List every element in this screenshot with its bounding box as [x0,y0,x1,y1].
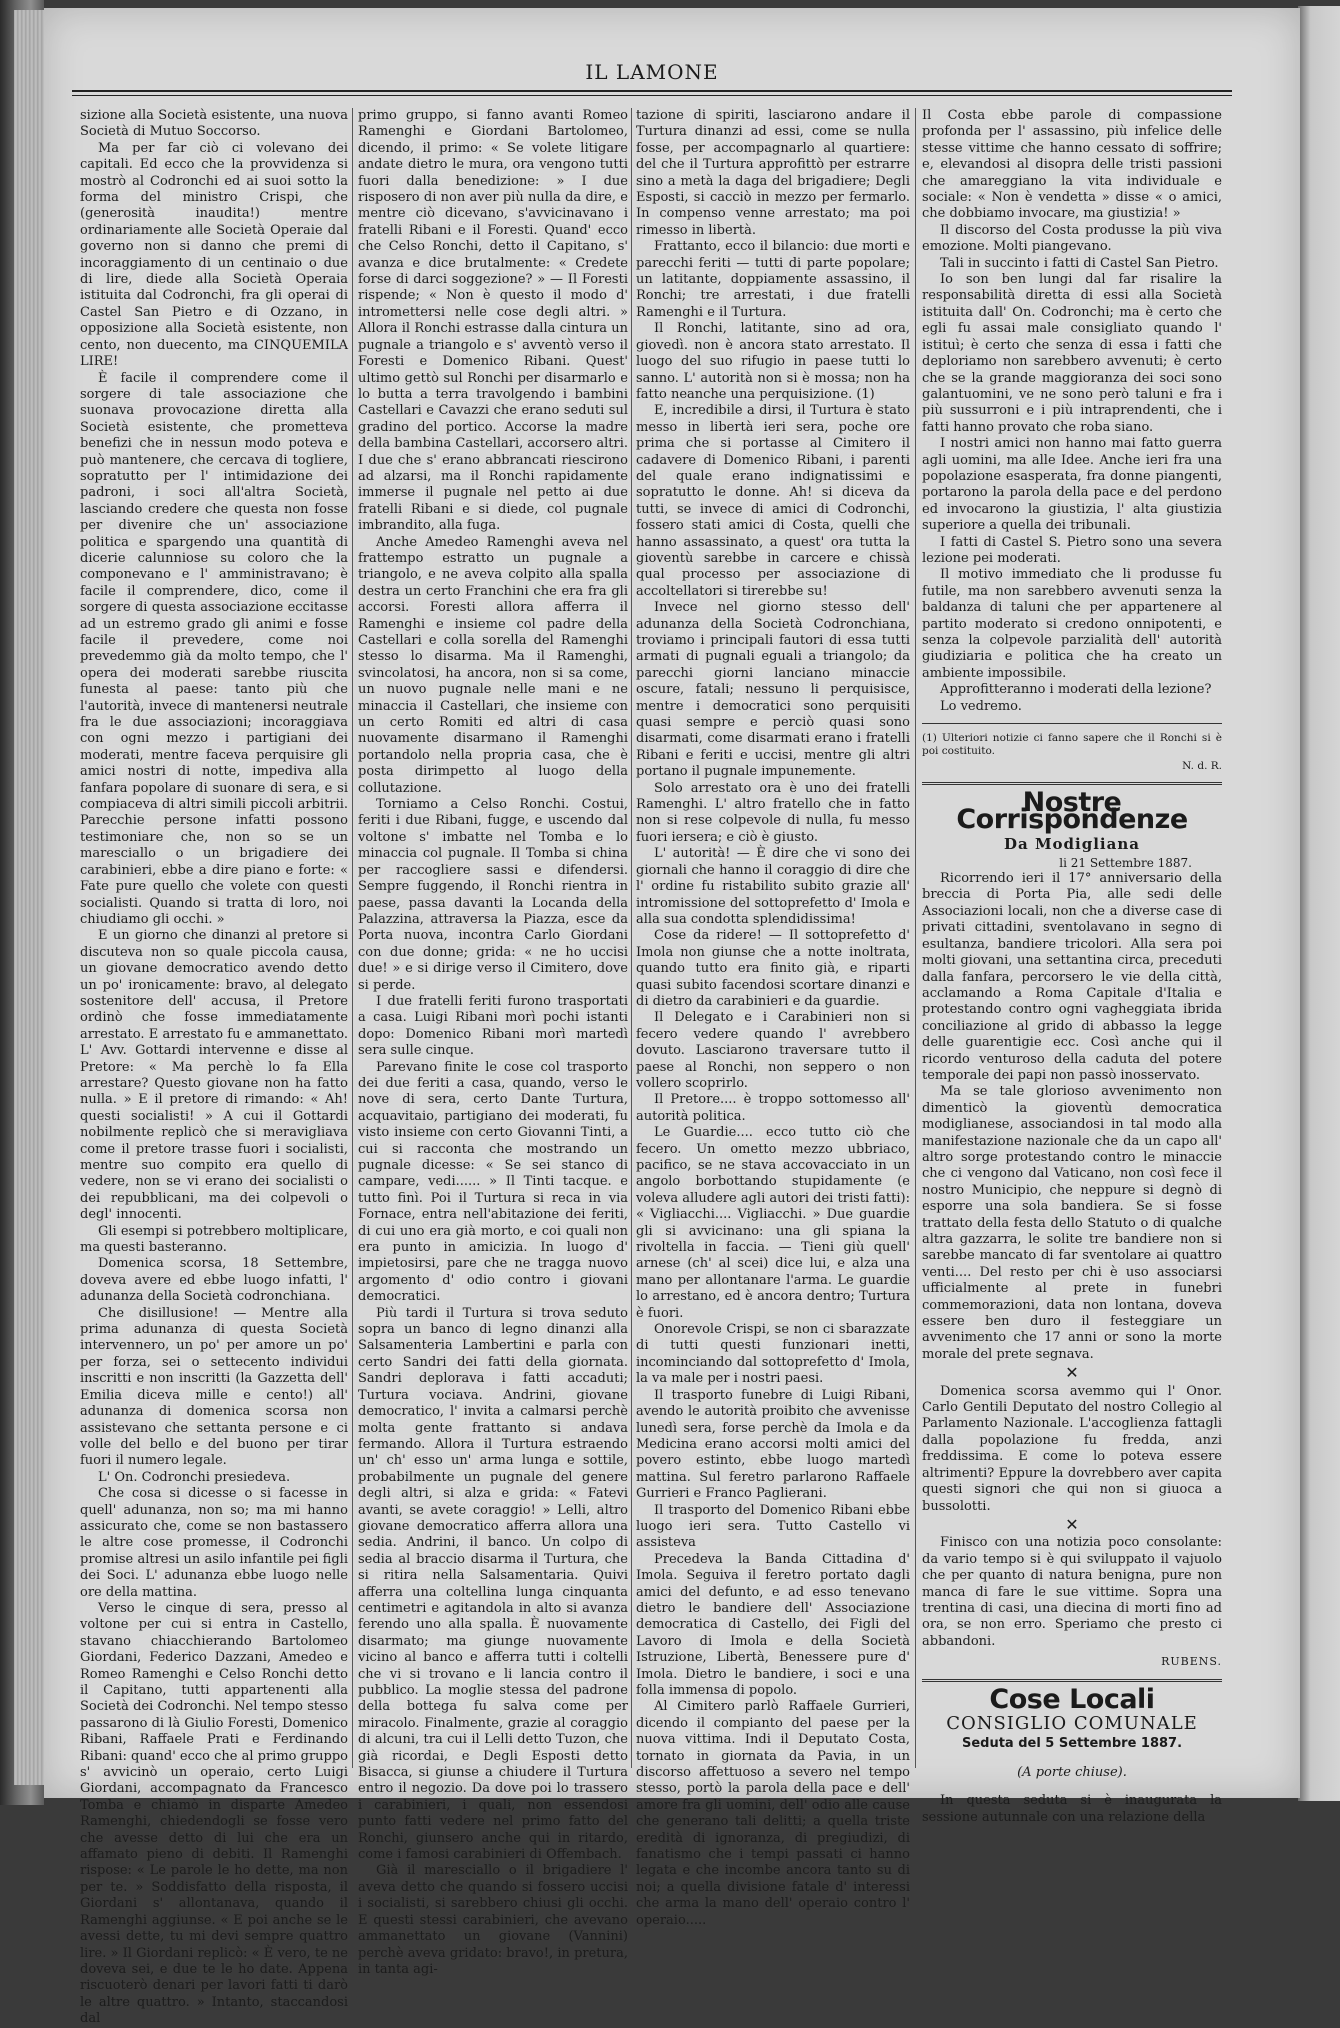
paragraph: Il motivo immediato che li produsse fu futile, ma non sarebbero avvenuti senza la baldanza di taluni che per appartenere al partito moderato si credono onnipotenti, e senza la colpevole parzialità dell' autorità giudiziaria e politica che ha creato un ambiente impossibile. [922,567,1222,681]
paragraph: Anche Amedeo Ramenghi aveva nel frattempo estratto un pugnale a triangolo, e ne aveva colpito alla spalla destra un certo Franchini che era fra gli accorsi. Foresti allora afferra il Ramenghi e insieme col padre della Castellari e colla sorella del Ramenghi stesso lo disarma. Ma il Ramenghi, svincolatosi, ha ancora, non si sa come, un nuovo pugnale nelle mani e ne minaccia il Castellari, che insieme con un certo Romiti ed altri di casa nuovamente disarmano il Ramenghi portandolo nella propria casa, che è posta dirimpetto al luogo della collutazione. [358,534,628,796]
page-stack [14,10,48,1785]
paragraph: sizione alla Società esistente, una nuova Società di Mutuo Soccorso. [80,108,348,140]
session-heading: Seduta del 5 Settembre 1887. [961,1736,1183,1752]
separator-cross-icon: ✕ [1065,1514,1079,1534]
column-divider [631,108,632,1768]
header-rule [72,90,1232,96]
divider [922,723,1222,724]
paragraph: Frattanto, ecco il bilancio: due morti e parecchi feriti — tutti di parte popolare; un latitante, doppiamente assassino, il Ronchi; tre arrestati, i due fratelli Ramenghi e il Turtura. [636,239,910,320]
paragraph: Parevano finite le cose col trasporto dei due feriti a casa, quando, verso le nove di sera, certo Dante Turtura, acquavitaio, partigiano dei moderati, fu visto insieme con certo Giovanni Tinti, a cui si racconta che mostrando un pugnale dicesse: « Se sei stanco di campare, vedi...... » Il Tinti tacque. e tutto finì. Poi il Turtura si reca in via Fornace, entra nell'abitazione dei feriti, di cui uno era già morto, e coi quali non era punto in amicizia. In luogo d' impietosirsi, pare che ne tragga nuovo argomento d' odio contro i giovani democratici. [358,1059,628,1305]
paragraph: Il Delegato e i Carabinieri non si fecero vedere quando l' avrebbero dovuto. Lasciarono traversare tutto il paese al Ronchi, non seppero o non vollero scoprirlo. [636,1010,910,1091]
paragraph: Precedeva la Banda Cittadina d' Imola. Seguiva il feretro portato dagli amici del defunto, e ad esso tenevano dietro le bandiere dell' Associazione democratica di Castello, dei Figli del Lavoro di Imola e della Società Istruzione, Libertà, Benessere pure d' Imola. Dietro le bandiere, i soci e una folla immensa di popolo. [636,1551,910,1698]
correspondence-place: Da Modigliana [1004,835,1140,854]
column-1 [80,108,348,2027]
paragraph: Il trasporto del Domenico Ribani ebbe luogo ieri sera. Tutto Castello vi assisteva [636,1502,910,1551]
column-divider [915,108,916,1768]
correspondence-date: li 21 Settembre 1887. [1059,855,1192,870]
paragraph: E, incredibile a dirsi, il Turtura è stato messo in libertà ieri sera, poche ore prima che si portasse al Cimitero il cadavere di Domenico Ribani, i parenti del quale erano indignatissimi e sopratutto le donne. Ah! si diceva da tutti, se invece di amici di Codronchi, fossero stati amici di Costa, quelli che hanno assassinato, a quest' ora tutta la gioventù sarebbe in carcere e chissà qual processo per associazione di accoltellatori si tirerebbe su! [636,403,910,599]
paragraph: Il Ronchi, latitante, sino ad ora, giovedì. non è ancora stato arrestato. Il luogo del suo rifugio in paese tutti lo sanno. L' autorità non si è mossa; non ha fatto neanche una perquisizione. (1) [636,321,910,402]
paragraph: Tali in succinto i fatti di Castel San Pietro. [940,255,1219,271]
paragraph: Il Costa ebbe parole di compassione profonda per l' assassino, più infelice delle stesse vittime che hanno cessato di soffrire; e, elevandosi al disopra delle tristi passioni che amareggiano la vita individuale e sociale: « Non è vendetta » disse « o amici, che dobbiamo invocare, ma giustizia! » [922,108,1222,222]
footnote-signature: N. d. R. [1182,760,1222,773]
section-title-corrispondenze: Nostre Corrispondenze [956,787,1188,835]
paragraph: Domenica scorsa avemmo qui l' Onor. Carlo Gentili Deputato del nostro Collegio al Parlamento Nazionale. L'accoglienza fattagli dalla popolazione fu fredda, anzi freddissima. E come lo poteva essere altrimenti? Eppure la dovrebbero aver capita questi signori che qui non si giuoca a bussolotti. [922,1383,1222,1514]
footnote: (1) Ulteriori notizie ci fanno sapere che il Ronchi si è poi costituito. [922,732,1222,758]
paragraph: I nostri amici non hanno mai fatto guerra agli uomini, ma alle Idee. Anche ieri fra una popolazione esasperata, fra donne piangenti, portarono la parola della pace e del perdono ed invocarono la giustizia, l' alta giustizia superiore a quella dei tribunali. [922,436,1222,534]
paragraph: Che disillusione! — Mentre alla prima adunanza di questa Società intervennero, un po' per amore un po' per forza, sei o settecento individui inscritti e non inscritti (la Gazzetta dell' Emilia diceva mille e cento!) all' adunanza di domenica scorsa non assistevano che settanta persone e ci volle del bello e del buono per tirar fuori il numero legale. [80,1305,348,1469]
paragraph: primo gruppo, si fanno avanti Romeo Ramenghi e Giordani Bartolomeo, dicendo, il primo: « Se volete litigare andate dietro le mura, ora vengono tutti fuori dalla benedizione: » I due risposero di non aver più nulla da dire, e mentre ciò dicevano, s'avvicinavano i fratelli Ribani e il Foresti. Quand' ecco che Celso Ronchi, detto il Capitano, s' avanza e dice brutalmente: « Credete forse di darci soggezione? » — Il Foresti rispende; « Non è questo il modo d' intromettersi nelle cose degli altri. » Allora il Ronchi estrasse dalla cintura un pugnale a triangolo e s' avventò verso il Foresti e Domenico Ribani. Quest' ultimo gettò sul Ronchi per disarmarlo e lo butta a terra travolgendo i bambini Castellari e Cavazzi che erano seduti sul gradino del portico. Accorse la madre della bambina Castellari, accorsero altri. I due che s' erano abbrancati riescirono ad alzarsi, ma il Ronchi rapidamente immerse il pugnale nel petto ai due fratelli Ribani e si diede, col pugnale imbrandito, alla fuga. [358,108,628,534]
paragraph: Più tardi il Turtura si trova seduto sopra un banco di legno dinanzi alla Salsamenteria Lambertini e parla con certo Sandri dei fatti della giornata. Sandri deplorava i fatti accaduti; Turtura vociava. Andrini, giovane democratico, l' invita a calmarsi perchè molta gente frattanto si andava fermando. Allora il Turtura estraendo un' ch' esso un' arma lunga e sottile, probabilmente un pugnale del genere degli altri, si alza e grida: « Fatevi avanti, se avete coraggio! » Lelli, altro giovane democratico afferra allora una sedia. Andrini, il banco. Un colpo di sedia al braccio disarma il Turtura, che si ritira nella Salsamentaria. Quivi afferra una coltellina lunga cinquanta centimetri e agitandola in alto si avanza ferendo uno alla spalla. È nuovamente disarmato; ma giunge nuovamente vicino al banco e afferra tutti i coltelli che vi si trovano e li lancia contro il pubblico. La moglie stessa del padrone della bottega fu salva come per miracolo. Finalmente, grazie al coraggio di alcuni, tra cui il Lelli detto Tuzon, che già ricordai, e Degli Esposti detto Bisacca, si giunse a chiudere il Turtura entro il negozio. Da dove poi lo trassero i carabinieri, i quali, non essendosi punto fatti vedere nel primo fatto del Ronchi, giunsero anche qui in ritardo, come i famosi carabinieri di Offembach. [358,1305,628,1863]
paragraph: Solo arrestato ora è uno dei fratelli Ramenghi. L' altro fratello che in fatto non si rese colpevole di nulla, fu messo fuori iersera; e ciò è giusto. [636,780,910,845]
paragraph: E un giorno che dinanzi al pretore si discuteva non so quale piccola causa, un giovane democratico avendo detto un po' ironicamente: bravo, al delegato sostenitore dell' accusa, il Pretore ordinò che fosse immediatamente arrestato. E arrestato fu e ammanettato. L' Avv. Gottardi intervenne e disse al Pretore: « Ma perchè lo fa Ella arrestare? Questo giovane non ha fatto nulla. » E il pretore di rimando: « Ah! questi socialisti! » A cui il Gottardi nobilmente replicò che si meravigliava come il pretore trasse fuori i socialisti, mentre suo compito era quello di vedere, non se vi erano dei socialisti o dei repubblicani, ma dei colpevoli o degl' innocenti. [80,928,348,1223]
paragraph: Finisco con una notizia poco consolante: da vario tempo si è qui sviluppato il vajuolo che per quanto di natura benigna, pure non manca di fare le sue vittime. Sopra una trentina di casi, una diecina di morti fino ad ora, se non erro. Speriamo che presto ci abbandoni. [922,1535,1222,1649]
paragraph: L' On. Codronchi presiedeva. [98,1469,291,1485]
paragraph: Il trasporto funebre di Luigi Ribani, avendo le autorità proibito che avvenisse lunedì sera, forse perchè da Imola e da Medicina erano accorsi molti amici del povero estinto, ebbe luogo martedì mattina. Sul feretro parlarono Raffaele Gurrieri e Franco Paglierani. [636,1387,910,1502]
newspaper-title: IL LAMONE [585,60,719,84]
paragraph: L' autorità! — È dire che vi sono dei giornali che hanno il coraggio di dire che l' ordine fu ristabilito subito grazie all' intromissione del sottoprefetto d' Imola e alla sua condotta splendidissima! [636,846,910,927]
paragraph: Cose da ridere! — Il sottoprefetto d' Imola non giunse che a notte inoltrata, quando tutto era finito già, e riparti quasi subito facendosi scortare dinanzi e di dietro da carabinieri e da guardie. [636,928,910,1009]
correspondent-signature: RUBENS. [1161,1655,1222,1669]
closed-doors-note: (A porte chiuse). [1017,1764,1127,1780]
council-heading: CONSIGLIO COMUNALE [946,1712,1198,1734]
section-rule [922,1679,1222,1682]
paragraph: Già il maresciallo o il brigadiere l' aveva detto che quando si fossero uccisi i socialisti, si sarebbero chiusi gli occhi. E questi stessi carabinieri, che avevano ammanettato un giovane (Vannini) perchè aveva gridato: bravo!, in pretura, in tanta agi- [358,1863,628,1977]
column-divider [352,108,353,1768]
paragraph: Ricorrendo ieri il 17° anniversario della breccia di Porta Pia, alle sedi delle Associazioni locali, non che a diverse case di privati cittadini, sventolavano in segno di esultanza, bandiere tricolori. Alla sera poi molti giovani, una settantina circa, preceduti dalla fanfara, percorsero le vie della città, acclamando a Roma Capitale d'Italia e protestando contro ogni vagheggiata ibrida conciliazione al grido di abbasso la legge delle guarentigie ecc. Così anche qui il ricordo venturoso della caduta del potere temporale dei papi non passò inosservato. [922,871,1222,1083]
paragraph: In questa seduta si è inaugurata la sessione autunnale con una relazione della [922,1793,1222,1825]
section-title-cose-locali: Cose Locali [989,1683,1155,1715]
section-rule [922,782,1222,785]
paragraph: tazione di spiriti, lasciarono andare il Turtura dinanzi ad essi, come se nulla fosse, per accompagnarlo al quartiere: del che il Turtura approfittò per estrarre sino a metà la daga del brigadiere; Degli Esposti, si cacciò in mezzo per fermarlo. In compenso venne arrestato; ma poi rimesso in libertà. [636,108,910,238]
separator-cross-icon: ✕ [1065,1363,1079,1383]
paragraph: Ma per far ciò ci volevano dei capitali. Ed ecco che la provvidenza si mostrò al Codronchi ed ai suoi sotto la forma del ministro Crispi, che (generosità inaudita!) mentre ordinariamente alle Società Operaie dal governo non si danno che premi di incoraggiamento di un centinaio o due di lire, diede alla Società Operaia istituita dal Codronchi, fra gli operai di Castel San Pietro e di Ozzano, in opposizione alla Società esistente, non cento, non duecento, ma CINQUEMILA LIRE! [80,140,348,370]
paragraph: Lo vedremo. [940,698,1022,714]
paragraph: Torniamo a Celso Ronchi. Costui, feriti i due Ribani, fugge, e uscendo dal voltone s' imbatte nel Tomba e lo minaccia col pugnale. Il Tomba si china per raccogliere sassi e difendersi. Sempre fuggendo, il Ronchi rientra in paese, passa davanti la Locanda della Palazzina, attraversa la Piazza, esce da Porta nuova, incontra Carlo Giordani con due donne; grida: « ne ho uccisi due! » e si dirige verso il Cimitero, dove si perde. [358,797,628,993]
paragraph: Approfitteranno i moderati della lezione? [940,682,1212,698]
paragraph: Il discorso del Costa produsse la più viva emozione. Molti piangevano. [922,222,1222,255]
column-2 [358,108,628,1977]
paragraph: Domenica scorsa, 18 Settembre, doveva avere ed ebbe luogo infatti, l' adunanza della Società codronchiana. [80,1256,348,1305]
column-3 [636,108,910,1928]
paragraph: È facile il comprendere come il sorgere di tale associazione che suonava provocazione diretta alla Società esistente, che prometteva benefizi che in nessun modo poteva e può mantenere, che cercava di togliere, sopratutto per l' intimidazione dei padroni, i soci all'altra Società, lasciando credere che questa non fosse per divenire che un' associazione politica e spargendo una quantità di dicerie calunniose su coloro che la componevano e l' amministravano; è facile il comprendere, dico, come il sorgere di questa associazione eccitasse ad un estremo grado gli animi e fosse facile il prevedere, come noi prevedemmo già da molto tempo, che l' opera dei moderati sarebbe riuscita funesta al paese: tanto più che l'autorità, invece di mantenersi neutrale fra le due associazioni; incoraggiava con ogni mezzo i partigiani dei moderati, mentre faceva perquisire gli amici nostri di notte, impediva alla fanfara popolare di suonare di sera, e si compiaceva di altri simili piccoli arbitrii. Parecchie persone infatti possono testimoniare che, non so se un maresciallo o un brigadiere dei carabinieri, ebbe a dire piano e forte: « Fate pure quello che volete con questi socialisti. Quando si tratta di loro, noi chiudiamo gli occhi. » [80,370,348,927]
paragraph: Verso le cinque di sera, presso al voltone per cui si entra in Castello, stavano chiacchierando Bartolomeo Giordani, Federico Dazzani, Amedeo e Romeo Ramenghi e Celso Ronchi detto il Capitano, tutti appartenenti alla Società dei Codronchi. Nel tempo stesso passarono di là Giulio Foresti, Domenico Ribani, Raffaele Prati e Ferdinando Ribani: quand' ecco che al primo gruppo s' avvicinò un operaio, certo Luigi Giordani, accompagnato da Francesco Tomba e chiamò in disparte Amedeo Ramenghi, chiedendogli se fosse vero che avesse detto di lui che era un affamato pieno di debiti. Il Ramenghi rispose: « Le parole le ho dette, ma non per te. » Soddisfatto della risposta, il Giordani s' allontanava, quando il Ramenghi aggiunse. « E poi anche se le avessi dette, tu mi devi sempre quattro lire. » Il Giordani replicò: « È vero, te ne doveva sei, e due te le ho date. Appena riscuoterò denari per lavori fatti ti darò le altre quattro. » Intanto, staccandosi dal [80,1600,348,2027]
paragraph: Invece nel giorno stesso dell' adunanza della Società Codronchiana, troviamo i principali fautori di essa tutti armati di pugnali eguali a triangolo; da parecchi giorni lanciano minaccie oscure, fatali; nessuno li perquisisce, mentre i democratici sono perquisiti quasi sempre e perciò quasi sono disarmati, come disarmati erano i fratelli Ribani e feriti e uccisi, mentre gli altri portano il pugnale impunemente. [636,600,910,780]
paragraph: Ma se tale glorioso avvenimento non dimenticò la gioventù democratica modiglianese, associandosi in tal modo alla manifestazione nazionale che da un capo all' altro sorge protestando contro le minaccie che ci vengono dal Vaticano, non così fece il nostro Municipio, che neppure si degnò di esporre una sola bandiera. Se si fosse trattato della festa dello Statuto o di qualche altra gazzarra, le solite tre bandiere non si sarebbe mancato di far sventolare ai quattro venti.... Del resto per chi è uso associarsi ufficialmente al prete in funebri commemorazioni, data non lontana, doveva essere ben duro il festeggiare un avvenimento che 17 anni or sono la morte morale del prete segnava. [922,1084,1222,1362]
paragraph: I fatti di Castel S. Pietro sono una severa lezione pei moderati. [922,534,1222,566]
paragraph: Io son ben lungi dal far risalire la responsabilità diretta di essi alla Società istituita dall' On. Codronchi; ma è certo che egli fu assai male consigliato quando l' istituì; è certo che senza di essa i fatti che deploriamo non sarebbero avvenuti; è certo che se la grande maggioranza dei soci sono galantuomini, ve ne sono però taluni e fra i più sussurroni e i più intraprendenti, che i fatti hanno provato che roba siano. [922,272,1222,435]
column-4 [922,108,1222,1825]
paragraph: Al Cimitero parlò Raffaele Gurrieri, dicendo il compianto del paese per la nuova vittima. Indi il Deputato Costa, tornato in giornata da Pavia, in un discorso affettuoso a severo nel tempo stesso, portò la parola della pace e dell' amore fra gli uomini, dell' odio alle cause che generano tali delitti; a quella triste eredità di ignoranza, di pregiudizi, di fanatismo che i tempi passati ci hanno legata e che incombe ancora tanto su di noi; a quella divisione fatale d' interessi che arma la mano dell' operaio contro l' operaio..... [636,1699,910,1928]
paragraph: Le Guardie.... ecco tutto ciò che fecero. Un ometto mezzo ubbriaco, pacifico, se ne stava accovacciato in un angolo borbottando stupidamente (e voleva alludere agli autori dei tristi fatti): « Vigliacchi.... Vigliacchi. » Due guardie gli si avvicinano: una gli spiana la rivoltella in faccia. — Tieni giù quell' arnese (ch' al scei) dice lui, e alza una mano per allontanare l'arma. Le guardie lo arrestano, ed è ancora dentro; Turtura è fuori. [636,1125,910,1321]
masthead [72,48,1232,88]
paragraph: Che cosa si dicesse o si facesse in quell' adunanza, non so; ma mi hanno assicurato che, come se non bastassero le altre cose promesse, il Codronchi promise altresi un asilo infantile pei figli dei Soci. L' adunanza ebbe luogo nelle ore della mattina. [80,1486,348,1600]
paragraph: Gli esempi si potrebbero moltiplicare, ma questi basteranno. [80,1223,348,1256]
paragraph: Il Pretore.... è troppo sottomesso all' autorità politica. [636,1092,910,1124]
facing-page-edge [1298,6,1340,1801]
paragraph: Onorevole Crispi, se non ci sbarazzate di tutti questi funzionari inetti, incominciando dal sottoprefetto d' Imola, la va male per i nostri paesi. [636,1322,910,1387]
paragraph: I due fratelli feriti furono trasportati a casa. Luigi Ribani morì pochi istanti dopo: Domenico Ribani morì martedì sera sulle cinque. [358,993,628,1059]
